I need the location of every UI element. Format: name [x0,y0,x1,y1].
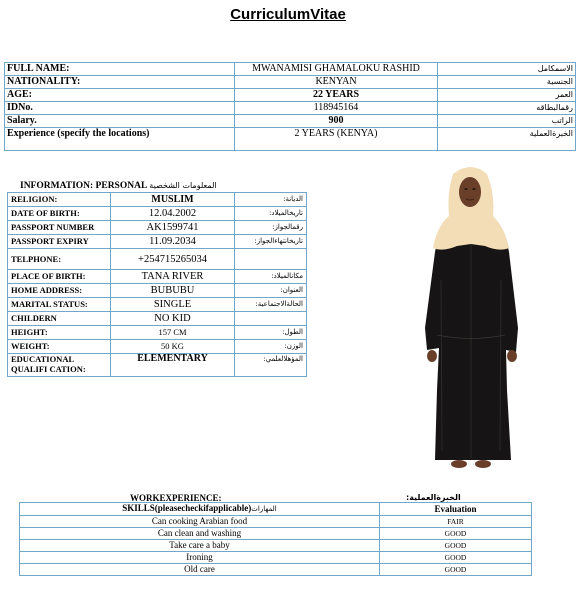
info-value: NO KID [111,312,235,326]
info-arabic-label: :الحالةالاجتماعية [235,298,307,312]
info-label: HOME ADDRESS: [8,284,111,298]
info-value: AK1599741 [111,221,235,235]
info-row [8,249,307,270]
info-arabic-label: :الطول [235,326,307,340]
info-label: MARITAL STATUS: [8,298,111,312]
info-arabic-label: :تاريخانتهاءالجواز [235,235,307,249]
info-label: WEIGHT: [8,340,111,354]
info-arabic-label: :العنوان [235,284,307,298]
info-label: PASSPORT NUMBER [8,221,111,235]
info-value: 11.09.2034 [111,235,235,249]
skill-row [20,552,532,564]
info-arabic-label: :الديانة [235,193,307,207]
skills-header-row [20,503,532,516]
skill-row [20,540,532,552]
info-value: BUBUBU [111,284,235,298]
info-value: 12.04.2002 [111,207,235,221]
info-arabic-label: :مكانالميلاد [235,270,307,284]
info-value: SINGLE [111,298,235,312]
info-row [8,326,307,340]
skill-name: Can clean and washing [20,528,380,540]
info-value: MUSLIM [111,193,235,207]
info-value: +254715265034 [111,249,235,270]
skill-evaluation: FAIR [380,516,532,528]
summary-value: KENYAN [235,76,438,89]
info-label: DATE OF BIRTH: [8,207,111,221]
info-row [8,284,307,298]
work-experience-heading: WORKEXPERIENCE: [130,493,222,503]
summary-row [5,63,576,76]
info-row [8,354,307,377]
info-arabic-label: :الوزن [235,340,307,354]
summary-value: 118945164 [235,102,438,115]
skill-row [20,564,532,576]
info-arabic-label: :المؤهلالعلمي [235,354,307,377]
summary-label: AGE: [5,89,235,102]
info-row [8,207,307,221]
personal-info-heading [20,181,217,191]
info-label: TELPHONE: [8,249,111,270]
summary-label: FULL NAME: [5,63,235,76]
summary-row [5,102,576,115]
info-label: CHILDERN [8,312,111,326]
summary-label: NATIONALITY: [5,76,235,89]
summary-arabic-label: العمر [438,89,576,102]
summary-label: IDNo. [5,102,235,115]
info-row [8,193,307,207]
summary-arabic-label: رقمالبطاقه [438,102,576,115]
info-value: ELEMENTARY [111,354,235,377]
info-row [8,340,307,354]
personal-info-heading-text: INFORMATION: PERSONAL [20,181,148,191]
info-label: PLACE OF BIRTH: [8,270,111,284]
info-arabic-label [235,312,307,326]
info-value: TANA RIVER [111,270,235,284]
summary-arabic-label: الخبرةالعملية [438,128,576,151]
skill-name: Can cooking Arabian food [20,516,380,528]
info-value: 157 CM [111,326,235,340]
candidate-photo [411,160,531,472]
summary-table [4,62,576,151]
summary-arabic-label: الجنسية [438,76,576,89]
page-title: CurriculumVitae [230,6,346,23]
skills-table [19,502,532,576]
summary-arabic-label: الاسمكامل [438,63,576,76]
skill-name: Old care [20,564,380,576]
skills-header-arabic: المهارات [251,505,277,513]
personal-info-table [7,192,307,377]
info-label: RELIGION: [8,193,111,207]
summary-value: 22 YEARS [235,89,438,102]
summary-row [5,89,576,102]
info-value: 50 KG [111,340,235,354]
personal-info-heading-arabic: المعلومات الشخصية [149,181,217,190]
info-row [8,312,307,326]
skill-name: Ironing [20,552,380,564]
skill-evaluation: GOOD [380,528,532,540]
skills-header: SKILLS(pleasecheckifapplicable) [122,503,252,513]
evaluation-header: Evaluation [380,503,532,516]
info-arabic-label: :رقمالجواز [235,221,307,235]
summary-row [5,128,576,151]
summary-label: Salary. [5,115,235,128]
skills-header-cell [20,503,380,516]
work-experience-heading-arabic: :الخبرةالعملية [406,493,461,502]
info-arabic-label [235,249,307,270]
summary-value: MWANAMISI GHAMALOKU RASHID [235,63,438,76]
info-arabic-label: :تاريخالميلاد [235,207,307,221]
info-label: PASSPORT EXPIRY [8,235,111,249]
skill-row [20,528,532,540]
skill-evaluation: GOOD [380,564,532,576]
info-row [8,221,307,235]
skill-row [20,516,532,528]
skill-name: Take care a baby [20,540,380,552]
summary-row [5,76,576,89]
info-row [8,235,307,249]
summary-row [5,115,576,128]
info-row [8,270,307,284]
skill-evaluation: GOOD [380,552,532,564]
summary-value: 2 YEARS (KENYA) [235,128,438,151]
info-row [8,298,307,312]
summary-arabic-label: الراتب [438,115,576,128]
summary-value: 900 [235,115,438,128]
summary-label: Experience (specify the locations) [5,128,235,151]
skill-evaluation: GOOD [380,540,532,552]
info-label: HEIGHT: [8,326,111,340]
info-label: EDUCATIONAL QUALIFI CATION: [8,354,111,377]
